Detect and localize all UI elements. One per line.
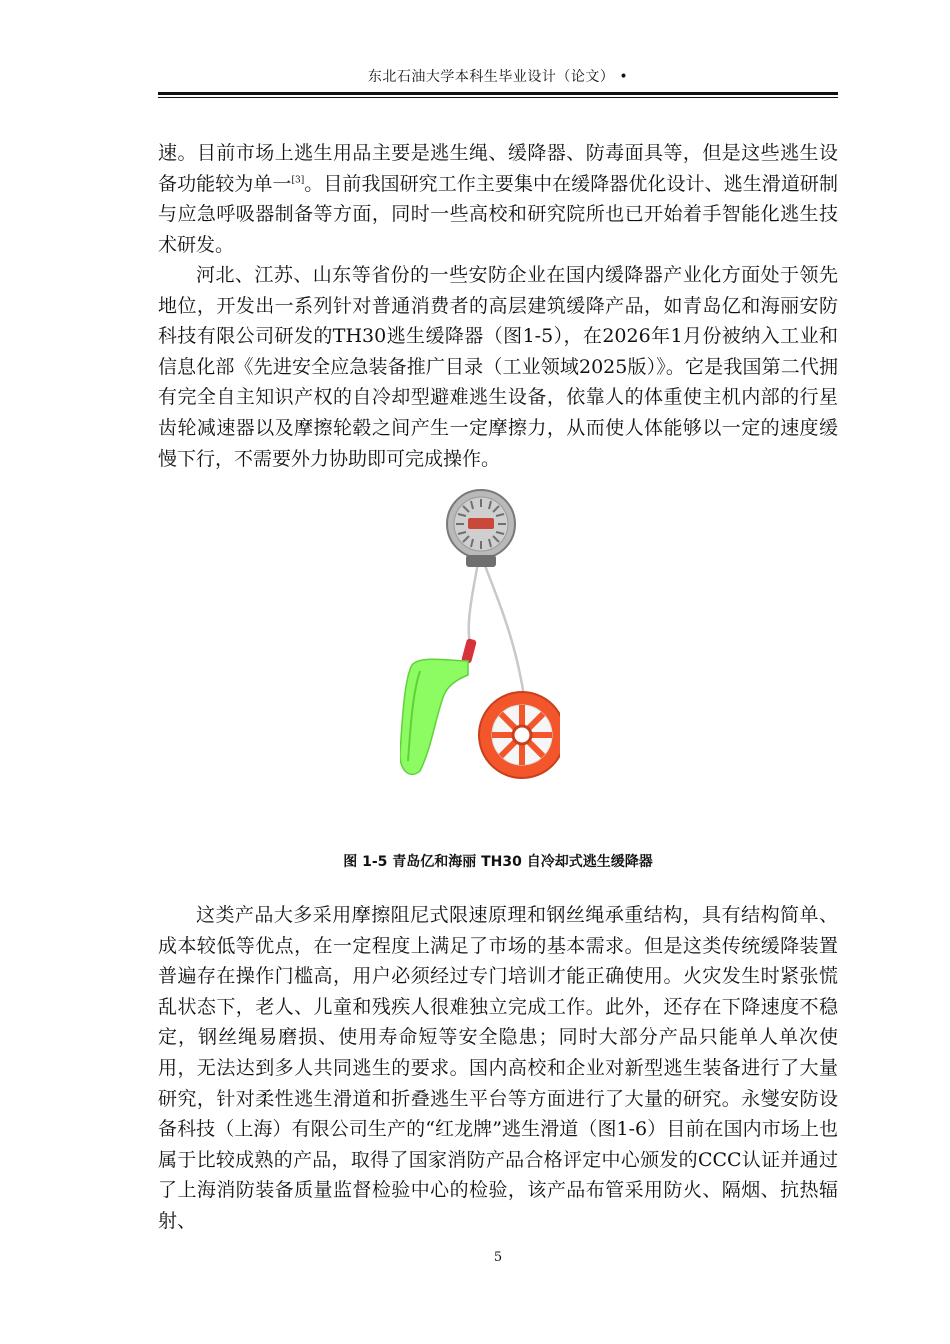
paragraph-1-text-b: 。目前我国研究工作主要集中在缓降器优化设计、逃生滑道研制与应急呼吸器制备等方面，同时一些高校和研究院所也已开始着手智能化逃生技术研发。: [158, 172, 838, 256]
red-connector: [461, 638, 477, 664]
cable-left: [469, 563, 478, 643]
header-title: 东北石油大学本科生毕业设计（论文）: [367, 69, 615, 85]
header-rule-thick: [158, 92, 838, 95]
header-bullet: •: [619, 69, 629, 85]
paragraph-2: 河北、江苏、山东等省份的一些安防企业在国内缓降器产业化方面处于领先地位，开发出一系列针对普通消费者的高层建筑缓降产品，如青岛亿和海丽安防科技有限公司研发的TH30逃生缓降器（图1-5），在2026年1月份被纳入工业和信息化部《先进安全应急装备推广目录（工业领域2025版）》。它是我国第二代拥有完全自主知识产权的自冷却型避难逃生设备，依靠人的体重使主机内部的行星齿轮减速器以及摩擦轮毂之间产生一定摩擦力，从而使人体能够以一定的速度缓慢下行，不需要外力协助即可完成操作。: [158, 264, 838, 470]
figure-descent-device-photo: [400, 485, 560, 835]
page-number: 5: [493, 1250, 503, 1265]
green-safety-strap: [400, 659, 468, 774]
paragraph-1-text-a: 速。目前市场上逃生用品主要是逃生绳、缓降器、防毒面具等，但是这些逃生设备功能较为单一: [158, 142, 838, 195]
housing-label: [468, 518, 494, 529]
reel-hub: [513, 726, 531, 744]
figure-caption: 图 1-5 青岛亿和海丽 TH30 自冷却式逃生缓降器: [343, 854, 653, 870]
header-rule-thin: [158, 97, 838, 98]
citation-ref: [3]: [291, 175, 305, 186]
paragraph-1: [158, 138, 838, 260]
paragraph-3: 这类产品大多采用摩擦阻尼式限速原理和钢丝绳承重结构，具有结构简单、成本较低等优点，在一定程度上满足了市场的基本需求。但是这类传统缓降装置普遍存在操作门槛高，用户必须经过专门培训才能正确使用。火灾发生时紧张慌乱状态下，老人、儿童和残疾人很难独立完成工作。此外，还存在下降速度不稳定，钢丝绳易磨损、使用寿命短等安全隐患；同时大部分产品只能单人单次使用，无法达到多人共同逃生的要求。国内高校和企业对新型逃生装备进行了大量研究，针对柔性逃生滑道和折叠逃生平台等方面进行了大量的研究。永燮安防设备科技（上海）有限公司生产的“红龙牌”逃生滑道（图1-6）目前在国内市场上也属于比较成熟的产品，取得了国家消防产品合格评定中心颁发的CCC认证并通过了上海消防装备质量监督检验中心的检验，该产品布管采用防火、隔烟、抗热辐射、: [158, 904, 838, 1232]
running-header: [158, 66, 838, 86]
housing-mount: [466, 555, 496, 567]
